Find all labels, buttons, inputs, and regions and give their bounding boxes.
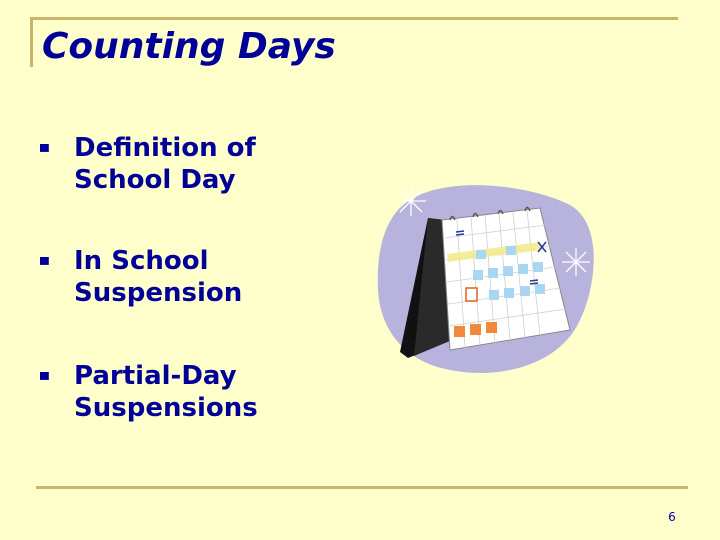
desk-calendar-icon — [370, 180, 600, 380]
square-bullet-icon — [40, 257, 49, 265]
slide-title: Counting Days — [42, 26, 336, 67]
title-frame-left-rule — [30, 17, 33, 67]
bullet-text: Partial-Day Suspensions — [74, 361, 258, 423]
bullet-text: In School Suspension — [74, 246, 243, 308]
title-frame-top-rule — [30, 17, 678, 20]
footer-rule — [36, 486, 688, 489]
page-number: 6 — [668, 510, 676, 524]
bullet-text: Definition of School Day — [74, 133, 256, 195]
square-bullet-icon — [40, 372, 49, 380]
square-bullet-icon — [40, 144, 49, 152]
